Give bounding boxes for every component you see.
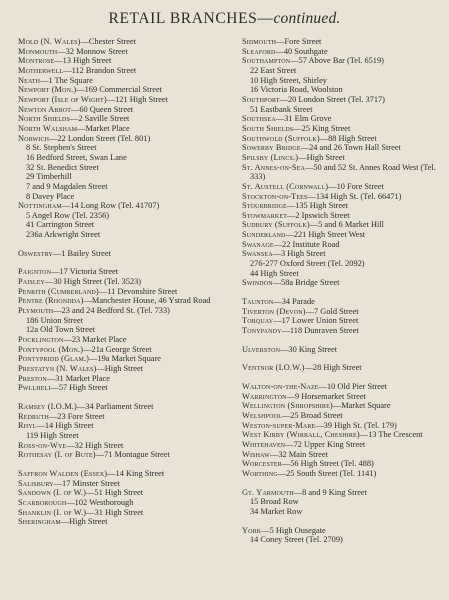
branch-address: —23 and 24 Bedford St. (Tel. 733) — [53, 306, 170, 316]
branch-entry — [18, 412, 230, 422]
branch-entry — [18, 488, 230, 498]
branch-address: —5 and 6 Market Hill — [309, 220, 384, 230]
branch-address: —14 King Street — [107, 468, 165, 478]
branch-address: —7 Gold Street — [305, 306, 359, 316]
branch-address-line: 7 and 9 Magdalen Street — [26, 181, 108, 191]
town-name: West Kirby (Wirrall, Cheshire) — [242, 430, 360, 440]
town-name: Warrington — [242, 391, 287, 401]
branch-entry — [242, 230, 442, 240]
town-name: Sandown (I. of W.) — [18, 488, 87, 498]
section-gap — [242, 373, 442, 382]
left-column — [18, 37, 230, 527]
branch-entry — [242, 421, 442, 431]
branch-entry — [242, 114, 442, 124]
branch-entry — [242, 469, 442, 479]
town-name: Ulverston — [242, 344, 281, 354]
branch-address: —23 Market Place — [63, 335, 127, 345]
branch-address-line: 10 High Street, Shirley — [250, 75, 327, 85]
branch-address-line: 12a Old Town Street — [26, 325, 96, 335]
town-name: Neath — [18, 75, 41, 85]
branch-address: —30 King Street — [280, 344, 338, 354]
section-gap — [18, 258, 230, 267]
town-name: Wellington (Shropshire) — [242, 401, 333, 411]
town-name: North Walsham — [18, 123, 78, 133]
branch-address: —60 Queen Street — [71, 104, 134, 114]
town-name: St. Austell (Cornwall) — [242, 181, 329, 191]
branch-address: —32 Main Street — [269, 449, 328, 459]
branch-address: —2 Ipswich Street — [287, 210, 350, 220]
branch-entry — [242, 153, 442, 163]
town-name: Walton-on-the-Naze — [242, 382, 319, 391]
town-name: Southsea — [242, 114, 276, 124]
branch-entry — [242, 220, 442, 230]
branch-entry — [18, 296, 230, 306]
section-gap — [242, 354, 442, 363]
town-name: Preston — [18, 373, 47, 383]
branch-address: —22 London Street (Tel. 801) — [49, 133, 151, 143]
town-name: Taunton — [242, 297, 274, 307]
town-name: Sheringham — [18, 517, 61, 527]
branch-address: —High Street — [60, 517, 108, 527]
branch-entry — [242, 278, 442, 288]
section-gap — [18, 240, 230, 249]
town-name: Newport (Isle of Wight) — [18, 94, 107, 104]
town-name: Paisley — [18, 277, 46, 287]
branch-address: —25 Broad Street — [281, 410, 343, 420]
town-name: Pentre (Rhondda) — [18, 296, 84, 306]
title-main: RETAIL BRANCHES— — [108, 10, 274, 27]
branch-address: —88 High Street — [319, 133, 377, 143]
town-name: Rhyl — [18, 421, 37, 431]
branch-address: —32 High Street — [66, 440, 124, 450]
branch-address: —Fore Street — [276, 37, 322, 46]
branch-address-line: 34 Market Row — [250, 506, 303, 516]
branch-entry — [242, 326, 442, 336]
branch-address: —21a George Street — [83, 344, 152, 354]
branch-entry — [242, 382, 442, 392]
branch-entry — [242, 316, 442, 326]
branch-entry — [242, 363, 442, 373]
branch-entry — [18, 517, 230, 527]
branch-address: —169 Commercial Street — [76, 85, 162, 95]
town-name: Rothesay (I. of Bute) — [18, 450, 96, 460]
town-name: Salisbury — [18, 478, 54, 488]
branch-address-line: 8 St. Stephen's Street — [26, 143, 97, 153]
branch-entry — [242, 307, 442, 317]
town-name: Ramsey (I.O.M.) — [18, 401, 77, 411]
town-name: Worcester — [242, 459, 282, 469]
town-name: Swanage — [242, 239, 274, 249]
branch-address-line: 5 Angel Row (Tel. 2356) — [26, 210, 110, 220]
branch-entry — [18, 201, 230, 211]
town-name: Worthing — [242, 468, 278, 478]
branch-entry — [242, 459, 442, 469]
branch-address: —34 Parliament Street — [76, 401, 154, 411]
branch-entry — [18, 374, 230, 384]
branch-entry — [18, 105, 230, 115]
town-name: Paignton — [18, 267, 52, 277]
branch-address-line: 29 Timberhill — [26, 172, 72, 182]
branch-entry — [18, 47, 230, 57]
branch-address-line: 51 Eastbank Street — [250, 104, 313, 114]
branch-entry — [242, 182, 442, 192]
town-name: Stourbridge — [242, 201, 287, 211]
branch-entry — [18, 421, 230, 431]
town-name: Whitehaven — [242, 439, 286, 449]
branch-address: —14 Long Row (Tel. 41707) — [61, 201, 160, 211]
branch-entry — [18, 469, 230, 479]
branch-address: —2 Saville Street — [70, 114, 130, 124]
section-gap — [242, 479, 442, 488]
town-name: Pontypool (Mon.) — [18, 344, 84, 354]
branch-entry — [18, 498, 230, 508]
branch-entry — [18, 114, 230, 124]
branch-address: —High Street — [298, 152, 345, 162]
branch-address: —72 Upper King Street — [285, 439, 366, 449]
branch-entry — [18, 306, 230, 316]
town-name: Montrose — [18, 56, 55, 66]
right-column — [242, 37, 442, 545]
branch-entry — [18, 85, 230, 95]
town-name: Ventnor (I.O.W.) — [242, 363, 305, 373]
branch-address: —221 High Street West — [285, 230, 366, 240]
town-name: Stowmarket — [242, 210, 288, 220]
branch-address: —Market Square — [332, 401, 391, 411]
town-name: South Shields — [242, 123, 294, 133]
branch-address-line: 22 East Street — [250, 65, 297, 75]
town-name: Tiverton (Devon) — [242, 306, 306, 316]
branch-address: —23 Fore Street — [48, 411, 105, 421]
branch-address: —28 High Street — [304, 363, 362, 373]
branch-address-line: 186 Union Street — [26, 315, 84, 325]
branch-entry — [18, 124, 230, 134]
town-name: Motherwell — [18, 65, 64, 75]
section-gap — [242, 288, 442, 297]
branch-address: —22 Institute Road — [273, 239, 340, 249]
town-name: Sidmouth — [242, 37, 277, 46]
town-name: Swansea — [242, 249, 273, 259]
town-name: Newton Abbot — [18, 104, 72, 114]
branch-address-line: 44 High Street — [250, 268, 299, 278]
branch-address-line: 16 Victoria Road, Woolston — [250, 85, 343, 95]
branch-entry — [242, 37, 442, 47]
town-name: Saffron Walden (Essex) — [18, 468, 108, 478]
town-name: Plymouth — [18, 306, 54, 316]
town-name: Tonypandy — [242, 326, 282, 336]
branch-entry — [18, 37, 230, 47]
branch-address: —10 Old Pier Street — [318, 382, 387, 391]
branch-address-line: 32 St. Benedict Street — [26, 162, 99, 172]
branch-entry — [242, 240, 442, 250]
town-name: Scarborough — [18, 497, 67, 507]
branch-address: —14 High Street — [36, 421, 94, 431]
branch-entry — [18, 249, 230, 259]
branch-entry — [18, 364, 230, 374]
branch-entry — [18, 335, 230, 345]
town-name: St. Annes-on-Sea — [242, 162, 305, 172]
branch-address: —3 High Street — [272, 249, 326, 259]
branch-entry — [242, 56, 442, 66]
branch-address-line: 119 High Street — [26, 430, 79, 440]
section-gap — [18, 460, 230, 469]
branch-address: —58a Bridge Street — [272, 278, 340, 288]
branch-address: —25 South Street (Tel. 1141) — [277, 468, 377, 478]
branch-address: —10 Fore Street — [328, 181, 384, 191]
branch-address: —5 High Ousegate — [261, 525, 326, 535]
town-name: Pocklington — [18, 335, 64, 345]
branch-entry — [242, 411, 442, 421]
branch-address: —51 High Street — [86, 488, 144, 498]
branch-address: —30 High Street (Tel. 3523) — [45, 277, 142, 287]
branch-address: —121 High Street — [106, 94, 168, 104]
section-gap — [242, 517, 442, 526]
branch-entry — [242, 526, 442, 536]
branch-address: —11 Devonshire Street — [98, 286, 178, 296]
branch-entry — [242, 95, 442, 105]
town-name: Shanklin (I. of W.) — [18, 507, 87, 517]
town-name: Redruth — [18, 411, 49, 421]
branch-address: —8 and 9 King Street — [293, 487, 367, 497]
title-continued: continued. — [273, 10, 341, 27]
town-name: Southampton — [242, 56, 291, 66]
branch-address: —31 Market Place — [46, 373, 110, 383]
branch-address: —57 High Street — [50, 383, 108, 393]
branch-address: —57 Above Bar (Tel. 6519) — [290, 56, 384, 66]
branch-entry — [18, 345, 230, 355]
branch-address: —32 Monnow Street — [57, 46, 128, 56]
branch-entry — [18, 508, 230, 518]
page-title — [0, 10, 449, 28]
branch-entry — [18, 267, 230, 277]
branch-address: —31 Elm Grove — [275, 114, 332, 124]
branch-address: —19a Market Square — [89, 354, 161, 364]
branch-address: —25 King Street — [293, 123, 351, 133]
branch-address: —1 The Square — [40, 75, 93, 85]
branch-address: —112 Brandon Street — [63, 65, 137, 75]
branch-entry — [242, 163, 442, 182]
branch-entry — [242, 345, 442, 355]
town-name: Sowerby Bridge — [242, 143, 301, 153]
section-gap — [18, 393, 230, 402]
town-name: Sudbury (Suffolk) — [242, 220, 310, 230]
town-name: Nottingham — [18, 201, 62, 211]
town-name: Stockton-on-Tees — [242, 191, 308, 201]
branch-entry — [18, 66, 230, 76]
branch-entry — [242, 430, 442, 440]
branch-address: —Market Place — [77, 123, 130, 133]
branch-address-line: 276-277 Oxford Street (Tel. 2092) — [250, 259, 365, 269]
town-name: Newport (Mon.) — [18, 85, 77, 95]
branch-entry — [242, 143, 442, 153]
branch-entry — [242, 450, 442, 460]
town-name: Torquay — [242, 316, 274, 326]
branch-entry — [242, 249, 442, 259]
branch-entry — [242, 134, 442, 144]
town-name: Gt. Yarmouth — [242, 487, 294, 497]
branch-address: —13 High Street — [54, 56, 112, 66]
branch-entry — [18, 95, 230, 105]
branch-address: —24 and 26 Town Hall Street — [300, 143, 401, 153]
branch-entry — [242, 297, 442, 307]
branch-entry — [242, 401, 442, 411]
branch-address: —102 Westborough — [66, 497, 134, 507]
branch-entry — [242, 201, 442, 211]
branch-entry — [18, 76, 230, 86]
branch-address: —13 The Crescent — [359, 430, 423, 440]
town-name: Penrith (Cumberland) — [18, 286, 99, 296]
branch-address: —Chester Street — [80, 37, 136, 46]
branch-address: —17 Minster Street — [53, 478, 120, 488]
branch-address: —134 High St. (Tel. 66471) — [307, 191, 402, 201]
branch-address: —40 Southgate — [275, 46, 328, 56]
branch-address: —118 Dunraven Street — [281, 326, 359, 336]
town-name: York — [242, 525, 262, 535]
branch-address: —Manchester House, 46 Ystrad Road — [83, 296, 211, 306]
town-name: Monmouth — [18, 46, 58, 56]
section-gap — [242, 336, 442, 345]
branch-address: —20 London Street (Tel. 3717) — [279, 94, 385, 104]
branch-address: —50 and 52 St. Annes Road West (Tel. 333) — [250, 162, 436, 182]
town-name: Norwich — [18, 133, 50, 143]
branch-address: —34 Parade — [273, 297, 315, 307]
branch-entry — [18, 287, 230, 297]
branch-entry — [242, 124, 442, 134]
branch-address-line: 15 Broad Row — [250, 497, 299, 507]
branch-address-line: 14 Coney Street (Tel. 2709) — [250, 535, 343, 545]
branch-entry — [18, 383, 230, 393]
branch-entry — [242, 488, 442, 498]
town-name: Mold (N. Wales) — [18, 37, 81, 46]
branch-address-line: 41 Carrington Street — [26, 220, 95, 230]
town-name: Swindon — [242, 278, 273, 288]
branch-address-line: 16 Bedford Street, Swan Lane — [26, 152, 127, 162]
branch-entry — [18, 354, 230, 364]
branch-entry — [18, 402, 230, 412]
branch-address: —17 Lower Union Street — [273, 316, 359, 326]
town-name: Spilsby (Lincs.) — [242, 152, 299, 162]
branch-entry — [242, 192, 442, 202]
branch-address: —39 High St. (Tel. 179) — [315, 420, 397, 430]
branch-entry — [18, 56, 230, 66]
town-name: Pwllheli — [18, 383, 51, 393]
town-name: Welshpool — [242, 410, 282, 420]
branch-address: —71 Montague Street — [95, 450, 170, 460]
branch-address: —31 High Street — [86, 507, 144, 517]
town-name: Weston-super-Mare — [242, 420, 316, 430]
branch-address: —56 High Street (Tel. 488) — [281, 459, 374, 469]
branch-entry — [18, 277, 230, 287]
town-name: Southwold (Suffolk) — [242, 133, 320, 143]
town-name: Pontypridd (Glam.) — [18, 354, 90, 364]
branch-address: —1 Bailey Street — [52, 248, 111, 258]
branch-entry — [242, 211, 442, 221]
town-name: Oswestry — [18, 248, 53, 258]
town-name: Wishaw — [242, 449, 270, 459]
branch-entry — [18, 479, 230, 489]
branch-entry — [18, 134, 230, 144]
branch-entry — [18, 441, 230, 451]
town-name: Sleaford — [242, 46, 276, 56]
branch-address: —9 Horsemarket Street — [286, 391, 366, 401]
branch-entry — [242, 47, 442, 57]
branch-address: —High Street — [96, 364, 143, 373]
town-name: Southport — [242, 94, 280, 104]
town-name: Ross-on-Wye — [18, 440, 67, 450]
branch-entry — [242, 392, 442, 402]
town-name: North Shields — [18, 114, 71, 124]
branch-address-line: 8 Davey Place — [26, 191, 75, 201]
branch-entry — [18, 450, 230, 460]
branch-address-line: 236a Arkwright Street — [26, 230, 101, 240]
branch-address: —17 Victoria Street — [51, 267, 119, 277]
branch-entry — [242, 440, 442, 450]
town-name: Sunderland — [242, 230, 286, 240]
town-name: Prestatyn (N. Wales) — [18, 364, 97, 373]
branch-address: —135 High Street — [286, 201, 349, 211]
